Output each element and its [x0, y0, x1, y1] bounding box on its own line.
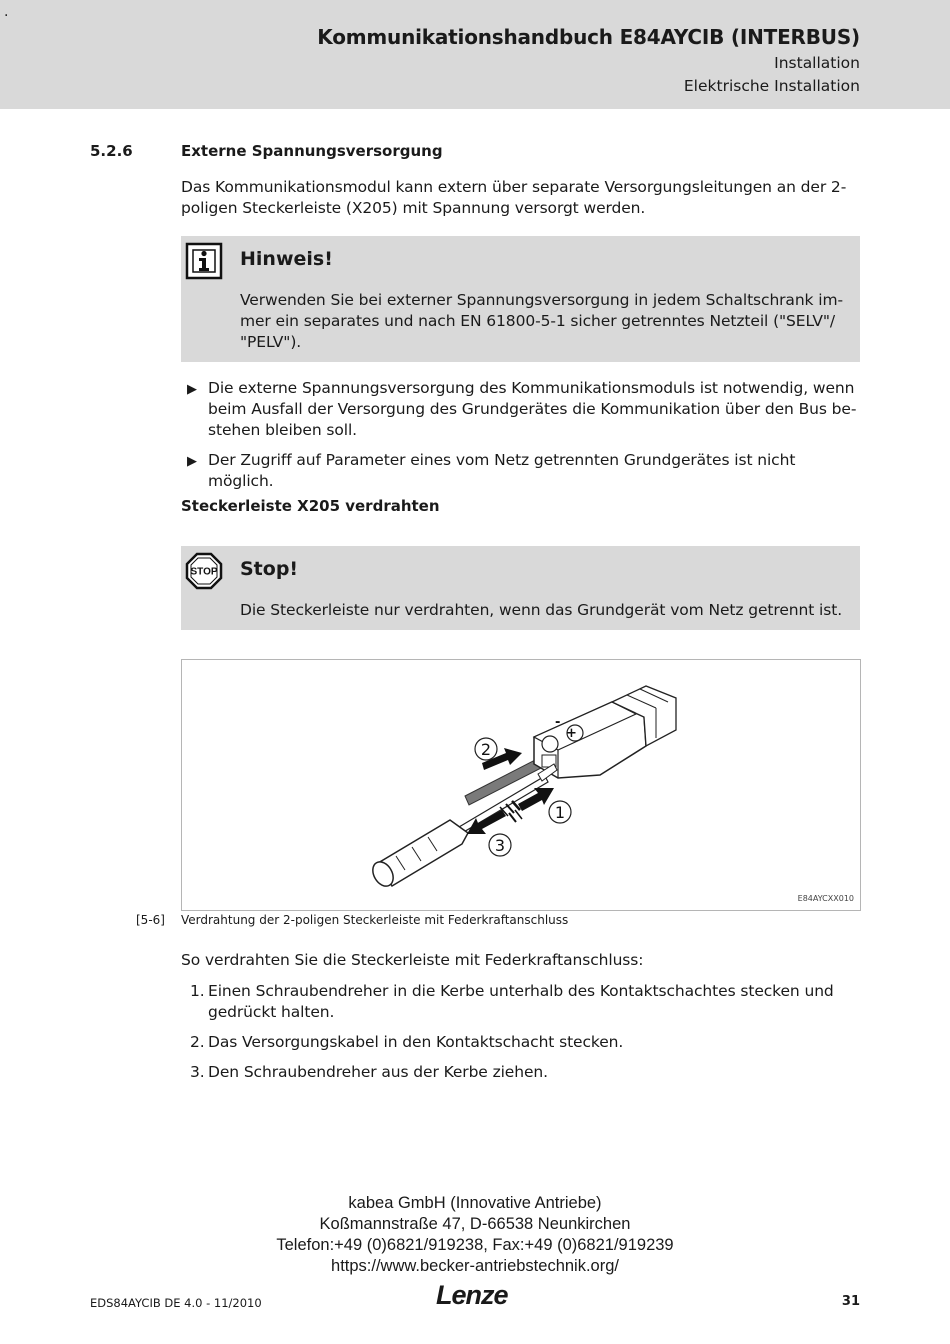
page-header: [0, 0, 950, 109]
polarity-minus: -: [555, 715, 561, 730]
subheading: Steckerleiste X205 verdrahten: [181, 497, 440, 515]
stop-text: Die Steckerleiste nur verdrahten, wenn das Grundgerät vom Netz getrennt ist.: [240, 601, 843, 619]
hint-text: Verwenden Sie bei externer Spannungsversorgung in jedem Schaltschrank immer ein separates und nach EN 61800-5-1 sicher getrenntes Netzteil ("SELV"/ "PELV").: [240, 291, 844, 351]
wiring-figure: [181, 659, 861, 911]
step-number: 1.: [190, 982, 205, 1000]
list-item: [181, 378, 861, 441]
bullet-text: Die externe Spannungsversorgung des Kommunikationsmoduls ist notwendig, wenn beim Ausfall der Versorgung des Grundgerätes die Kommunikation über den Bus bestehen bleiben soll.: [208, 379, 857, 439]
step-text: Das Versorgungskabel in den Kontaktschacht stecken.: [208, 1033, 624, 1051]
callout-2: 2: [480, 740, 492, 759]
steps-intro: So verdrahten Sie die Steckerleiste mit Federkraftanschluss:: [181, 951, 644, 969]
step-text: Den Schraubendreher aus der Kerbe ziehen.: [208, 1063, 548, 1081]
dealer-address: Koßmannstraße 47, D-66538 Neunkirchen: [319, 1215, 631, 1233]
polarity-plus: +: [566, 726, 577, 741]
dealer-name: kabea GmbH (Innovative Antriebe): [348, 1194, 602, 1212]
list-item: [181, 450, 861, 492]
triangle-bullet-icon: ▶: [187, 454, 197, 469]
list-item: [181, 1032, 861, 1053]
callout-1: 1: [554, 803, 566, 822]
stop-icon-text: STOP: [190, 566, 218, 578]
list-item: [181, 981, 861, 1023]
triangle-bullet-icon: ▶: [187, 382, 197, 397]
stop-title: Stop!: [240, 558, 299, 580]
intro-paragraph: Das Kommunikationsmodul kann extern über separate Versorgungsleitungen an der 2-poligen Steckerleiste (X205) mit Spannung versorgt werden.: [181, 178, 847, 217]
step-number: 2.: [190, 1033, 205, 1051]
list-item: [181, 1062, 861, 1083]
stop-icon: [185, 552, 223, 590]
header-mark: .: [4, 4, 9, 20]
section-number: 5.2.6: [90, 142, 133, 160]
info-icon: [185, 242, 223, 280]
caption-number: [5-6]: [136, 913, 165, 927]
figure-caption: Verdrahtung der 2-poligen Steckerleiste mit Federkraftanschluss: [181, 913, 569, 927]
lenze-logo: Lenze: [436, 1280, 508, 1310]
wiring-illustration: [182, 660, 860, 910]
bullet-list: [181, 378, 861, 501]
document-title: Kommunikationshandbuch E84AYCIB (INTERBUS): [317, 25, 860, 49]
figure-code: E84AYCXX010: [797, 894, 854, 903]
step-number: 3.: [190, 1063, 205, 1081]
page-number: 31: [841, 1294, 860, 1309]
bullet-text: Der Zugriff auf Parameter eines vom Netz getrennten Grundgerätes ist nicht möglich.: [208, 451, 796, 490]
subchapter-label: Elektrische Installation: [683, 77, 860, 95]
hint-title: Hinweis!: [240, 248, 333, 270]
hint-box: [181, 236, 860, 362]
callout-3: 3: [494, 836, 506, 855]
stop-box: [181, 546, 860, 630]
step-text: Einen Schraubendreher in die Kerbe unterhalb des Kontaktschachtes stecken und gedrückt halten.: [208, 982, 834, 1021]
section-title: Externe Spannungsversorgung: [181, 142, 443, 160]
steps-list: [181, 981, 861, 1092]
dealer-phone: Telefon:+49 (0)6821/919238, Fax:+49 (0)6821/919239: [276, 1236, 674, 1254]
document-id: EDS84AYCIB DE 4.0 - 11/2010: [90, 1296, 262, 1310]
dealer-website: https://www.becker-antriebstechnik.org/: [331, 1257, 619, 1275]
chapter-label: Installation: [774, 54, 860, 72]
